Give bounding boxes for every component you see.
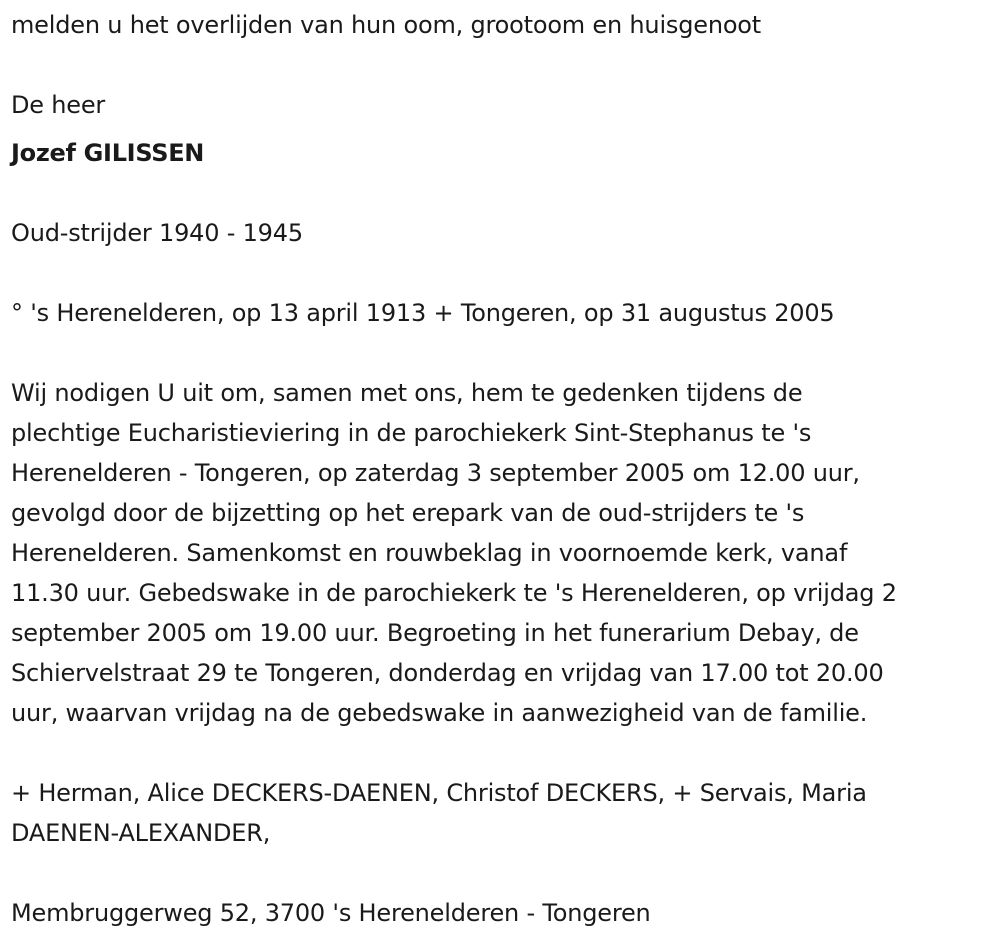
invitation-line: gevolgd door de bijzetting op het erepark van de oud-strijders te 's (11, 499, 805, 527)
spacer (11, 125, 993, 133)
spacer (11, 333, 993, 373)
intro-line: melden u het overlijden van hun oom, grootoom en huisgenoot (11, 11, 762, 39)
invitation-line: uur, waarvan vrijdag na de gebedswake in aanwezigheid van de familie. (11, 699, 868, 727)
veteran-title: Oud-strijder 1940 - 1945 (11, 219, 303, 247)
deceased-name: Jozef GILISSEN (11, 139, 205, 167)
family-line: DAENEN-ALEXANDER, (11, 819, 271, 847)
spacer (11, 173, 993, 213)
invitation-line: september 2005 om 19.00 uur. Begroeting in het funerarium Debay, de (11, 619, 859, 647)
invitation-line: Herenelderen - Tongeren, op zaterdag 3 september 2005 om 12.00 uur, (11, 459, 860, 487)
salutation: De heer (11, 91, 106, 119)
invitation-line: plechtige Eucharistieviering in de parochiekerk Sint-Stephanus te 's (11, 419, 812, 447)
spacer (11, 45, 993, 85)
invitation-line: Wij nodigen U uit om, samen met ons, hem te gedenken tijdens de (11, 379, 803, 407)
invitation-line: Schiervelstraat 29 te Tongeren, donderdag en vrijdag van 17.00 tot 20.00 (11, 659, 884, 687)
invitation-line: Herenelderen. Samenkomst en rouwbeklag in voornoemde kerk, vanaf (11, 539, 848, 567)
obituary-notice (11, 5, 993, 933)
invitation-line: 11.30 uur. Gebedswake in de parochiekerk te 's Herenelderen, op vrijdag 2 (11, 579, 897, 607)
birth-death-dates: ° 's Herenelderen, op 13 april 1913 + Tongeren, op 31 augustus 2005 (11, 299, 835, 327)
spacer (11, 733, 993, 773)
address-line: Membruggerweg 52, 3700 's Herenelderen - Tongeren (11, 899, 651, 927)
family-names (11, 773, 993, 853)
invitation-paragraph (11, 373, 993, 733)
spacer (11, 853, 993, 893)
spacer (11, 253, 993, 293)
family-line: + Herman, Alice DECKERS-DAENEN, Christof DECKERS, + Servais, Maria (11, 779, 867, 807)
